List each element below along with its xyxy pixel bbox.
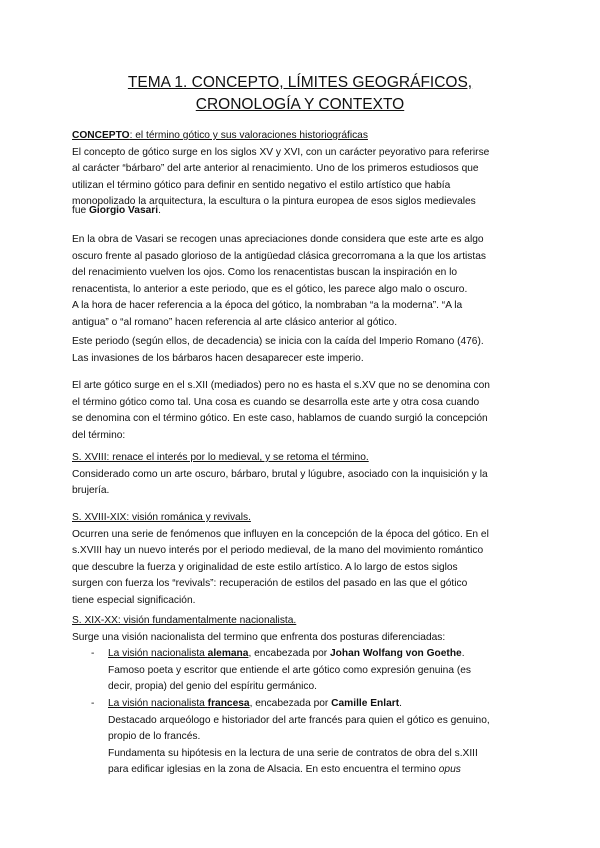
term-francesa: francesa — [207, 698, 250, 709]
paragraph-line: oscuro frente al pasado glorioso de la antigüedad clásica grecorromana a la que los artistas — [72, 250, 486, 262]
heading-rest: : el término gótico y sus valoraciones historiográficas — [129, 130, 368, 141]
paragraph-line: Famoso poeta y escritor que entiende el arte gótico como expresión genuina (es — [108, 664, 471, 676]
paragraph-line: El arte gótico surge en el s.XII (mediados) pero no es hasta el s.XV que no se denomina con — [72, 380, 490, 391]
name-enlart: Camille Enlart — [331, 698, 400, 709]
term-opus: opus — [438, 764, 461, 776]
paragraph-line: s.XVIII hay un nuevo interés por el periodo medieval, de la mano del movimiento romántico — [72, 545, 484, 557]
text-fragment: , encabezada por — [248, 648, 331, 660]
paragraph-line: decir, propia) del genio del espíritu germánico. — [108, 681, 317, 693]
paragraph-line: del renacimiento vuelven los ojos. Como los renacentistas buscan la inspiración en lo — [72, 267, 458, 279]
paragraph-line: se denomina con el término gótico. En este caso, hablamos de cuando surgió la concepción — [72, 413, 488, 425]
paragraph-line — [72, 203, 542, 220]
paragraph-line: tiene especial significación. — [72, 595, 196, 606]
list-bullet: - — [91, 698, 95, 709]
document-title-line1: TEMA 1. CONCEPTO, LÍMITES GEOGRÁFICOS, — [127, 74, 473, 91]
paragraph-line: Ocurren una serie de fenómenos que influyen en la concepción de la época del gótico. En el — [72, 528, 489, 540]
paragraph-line: Destacado arqueólogo e historiador del arte francés para quien el gótico es genuino, — [108, 714, 490, 726]
text-fragment: para edificar iglesias en la zona de Alsacia. En esto encuentra el termino — [108, 764, 439, 776]
name-vasari: Giorgio Vasari — [89, 205, 159, 216]
list-item-francesa — [108, 696, 538, 713]
paragraph-line: Surge una visión nacionalista del termino que enfrenta dos posturas diferenciadas: — [72, 631, 446, 643]
paragraph-line: del término: — [72, 429, 126, 441]
paragraph-line: el término gótico como tal. Una cosa es cuando se desarrolla este arte y otra cosa cuando — [72, 396, 480, 408]
paragraph-line: Considerado como un arte oscuro, bárbaro, brutal y lúgubre, asociado con la inquisición y la — [72, 468, 488, 480]
section-heading-s18: S. XVIII: renace el interés por lo medieval, y se retoma el término. — [72, 452, 369, 463]
paragraph-line: que descubre la fuerza y originalidad de este estilo artístico. A lo largo de estos siglos — [72, 561, 458, 573]
list-bullet: - — [91, 648, 95, 660]
paragraph-line: Este periodo (según ellos, de decadencia) se inicia con la caída del Imperio Romano (476). — [72, 336, 484, 347]
paragraph-line: propio de lo francés. — [108, 731, 201, 743]
paragraph-line: Fundamenta su hipótesis en la lectura de una serie de contratos de obra del s.XIII — [108, 747, 478, 759]
text-fragment: fue — [72, 205, 89, 216]
paragraph-line — [108, 762, 538, 779]
text-fragment: . — [399, 698, 402, 709]
text-fragment: . — [461, 648, 465, 660]
section-heading-s19-20: S. XIX-XX: visión fundamentalmente nacionalista. — [72, 615, 297, 626]
section-heading-s18-19: S. XVIII-XIX: visión románica y revivals. — [72, 512, 251, 523]
text-fragment: La visión nacionalista — [108, 648, 208, 660]
paragraph-line: brujería. — [72, 485, 110, 497]
paragraph-line: A la hora de hacer referencia a la época del gótico, la nombraban “a la moderna”. “A la — [72, 300, 463, 312]
text-fragment: , encabezada por — [249, 698, 332, 709]
list-item-alemana — [108, 646, 538, 663]
paragraph-line: al carácter “bárbaro” del arte anterior al renacimiento. Uno de los primeros estudiosos que — [72, 163, 479, 175]
section-heading-concepto — [72, 128, 542, 145]
paragraph-line: monopolizado la arquitectura, la escultura o la pintura europea de esos siglos medievales — [72, 196, 476, 208]
paragraph-line: surgen con fuerza los “revivals”: recuperación de estilos del pasado en las que el gótico — [72, 578, 468, 590]
paragraph-line: Las invasiones de los bárbaros hacen desaparecer este imperio. — [72, 352, 364, 364]
paragraph-line: antigua” o “al romano” hacen referencia al arte clásico anterior al gótico. — [72, 317, 398, 328]
paragraph-line: En la obra de Vasari se recogen unas apreciaciones donde considera que este arte es algo — [72, 234, 484, 245]
paragraph-line: utilizan el término gótico para definir en sentido negativo el estilo artístico que había — [72, 179, 451, 191]
paragraph-line: renacentista, lo anterior a este periodo, que es el gótico, les parece algo malo o oscuro. — [72, 283, 468, 295]
term-alemana: alemana — [207, 648, 249, 660]
document-title-line2: CRONOLOGÍA Y CONTEXTO — [195, 96, 405, 113]
text-fragment: . — [158, 205, 161, 216]
heading-bold: CONCEPTO — [72, 130, 130, 141]
name-goethe: Johan Wolfang von Goethe — [330, 648, 462, 660]
text-fragment: La visión nacionalista — [108, 698, 208, 709]
paragraph-line: El concepto de gótico surge en los siglos XV y XVI, con un carácter peyorativo para referirse — [72, 146, 490, 158]
